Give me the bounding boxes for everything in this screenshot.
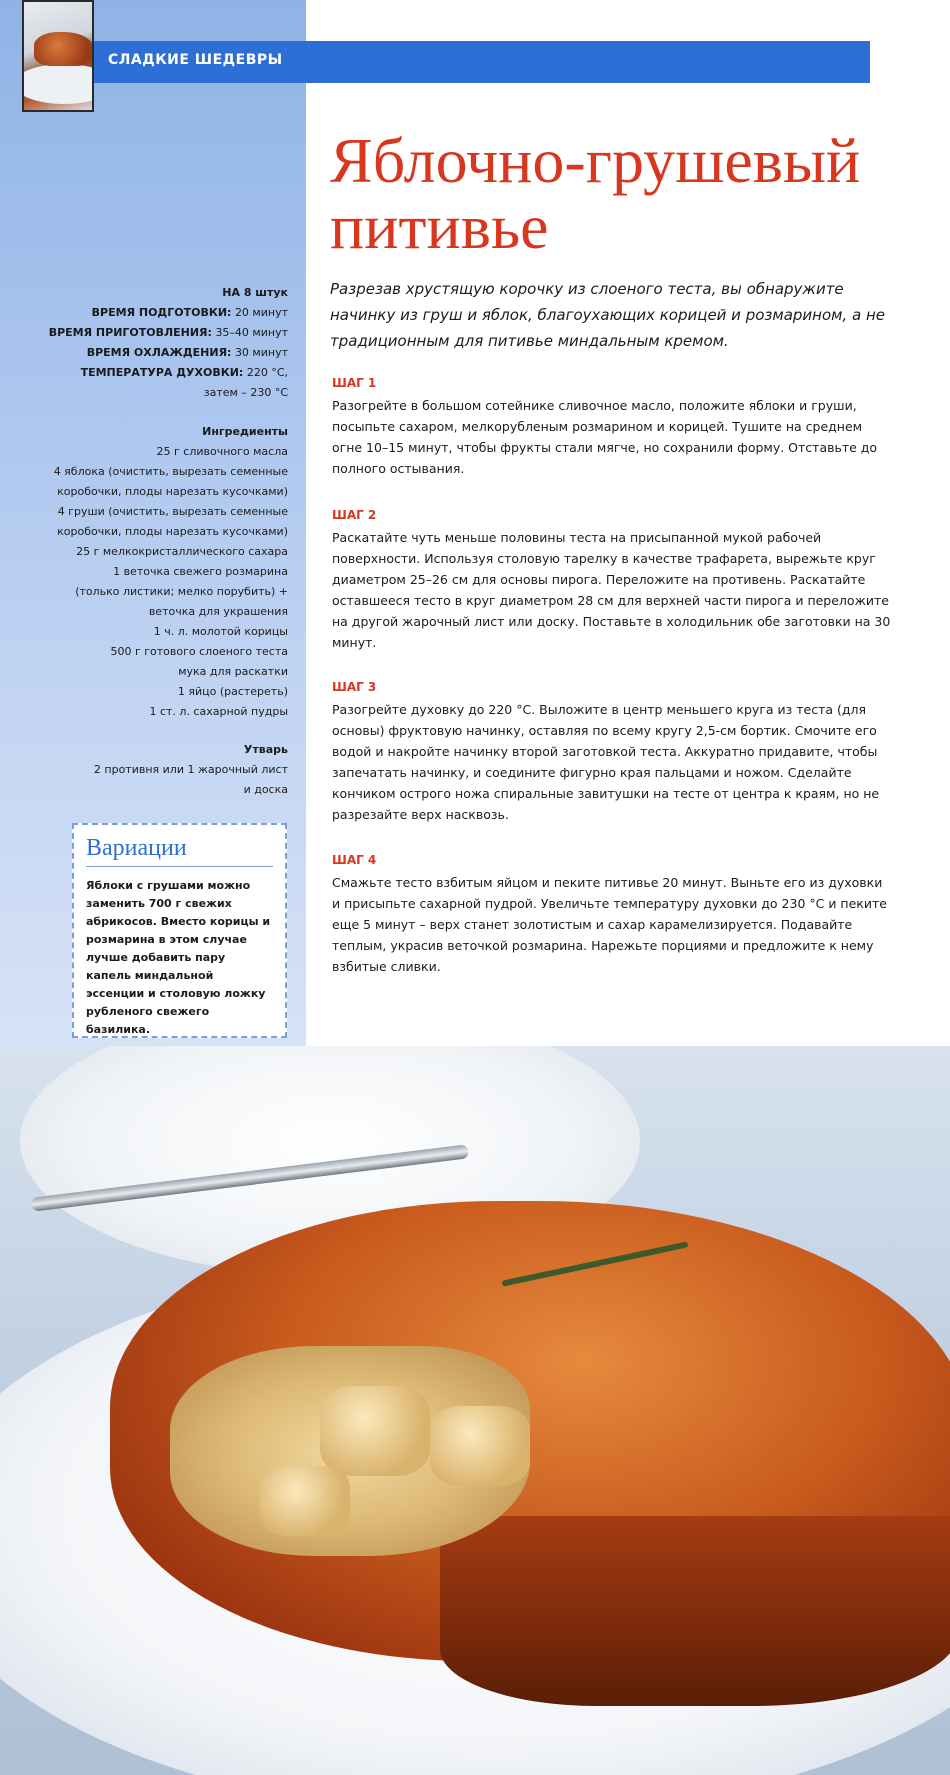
cook-time-label: ВРЕМЯ ПРИГОТОВЛЕНИЯ: (48, 326, 212, 339)
ingredients-list (20, 422, 288, 722)
thumbnail-plate (22, 64, 94, 104)
ingredient-line: 500 г готового слоеного теста (110, 645, 288, 658)
tools-title: Утварь (243, 743, 288, 756)
tool-line: 2 противня или 1 жарочный лист (93, 763, 288, 776)
servings (20, 283, 288, 303)
fruit-piece (260, 1466, 350, 1536)
recipe-intro: Разрезав хрустящую корочку из слоеного теста, вы обнаружите начинку из груш и яблок, благоухающих корицей и розмарином, а не традиционным для питивье миндальным кремом. (330, 280, 885, 350)
cook-time-value: 35–40 минут (215, 326, 288, 339)
cool-time-value: 30 минут (234, 346, 288, 359)
cook-time (20, 323, 288, 343)
ingredient-line: 25 г мелкокристаллического сахара (76, 545, 288, 558)
ingredient-line: 1 яйцо (растереть) (177, 685, 288, 698)
ingredient-line: 1 веточка свежего розмарина (113, 565, 288, 578)
ingredients-title: Ингредиенты (202, 425, 288, 438)
tool-line: и доска (243, 783, 288, 796)
pie-photo (0, 1046, 950, 1775)
ingredient-line: (только листики; мелко порубить) + (75, 585, 288, 598)
step-text: Раскатайте чуть меньше половины теста на присыпанной мукой рабочей поверхности. Используя столовую тарелку в качестве трафарета, вырежьте круг диаметром 25–26 см для основы пирога. Переложите на противень. Раскатайте оставшееся тесто в круг диаметром 28 см для верхней части пирога и переложите на другой жарочный лист или доску. Поставьте в холодильник обе заготовки на 30 минут. (332, 530, 891, 650)
recipe-meta (20, 283, 288, 403)
ingredient-line: 25 г сливочного масла (156, 445, 288, 458)
oven-temp-value: 220 °C, (246, 366, 288, 379)
prep-time-label: ВРЕМЯ ПОДГОТОВКИ: (91, 306, 232, 319)
variations-title: Вариации (86, 835, 273, 867)
section-label: СЛАДКИЕ ШЕДЕВРЫ (108, 52, 283, 68)
step-4 (332, 853, 892, 977)
fruit-piece (320, 1386, 430, 1476)
step-text: Смажьте тесто взбитым яйцом и пеките питивье 20 минут. Выньте его из духовки и присыпьте сахарной пудрой. Увеличьте температуру духовки до 230 °C и пеките еще 5 минут – верх станет золотистым и сахар карамелизируется. Подавайте теплым, украсив веточкой розмарина. Нарежьте порциями и предложите к нему взбитые сливки. (332, 875, 887, 974)
step-3 (332, 680, 892, 825)
ingredient-line: 1 ч. л. молотой корицы (153, 625, 288, 638)
step-title: ШАГ 1 (332, 376, 377, 390)
ingredient-line: 4 яблока (очистить, вырезать семенные (53, 465, 288, 478)
cool-time (20, 343, 288, 363)
ingredient-line: 1 ст. л. сахарной пудры (149, 705, 288, 718)
ingredient-line: мука для раскатки (178, 665, 288, 678)
fruit-piece (430, 1406, 530, 1486)
oven-temp-label: ТЕМПЕРАТУРА ДУХОВКИ: (80, 366, 244, 379)
ingredient-line: коробочки, плоды нарезать кусочками) (57, 525, 288, 538)
variations-text: Яблоки с грушами можно заменить 700 г свежих абрикосов. Вместо корицы и розмарина в этом случае лучше добавить пару капель миндальной эссенции и столовую ложку рубленого свежего базилика. (86, 879, 271, 1036)
oven-temp (20, 363, 288, 383)
variations-box (72, 823, 287, 1038)
step-text: Разогрейте в большом сотейнике сливочное масло, положите яблоки и груши, посыпьте сахаром, мелкорубленым розмарином и корицей. Тушите на среднем огне 10–15 минут, чтобы фрукты стали мягче, но сохранили форму. Отставьте до полного остывания. (332, 398, 878, 476)
prep-time (20, 303, 288, 323)
step-title: ШАГ 3 (332, 680, 377, 694)
cool-time-label: ВРЕМЯ ОХЛАЖДЕНИЯ: (86, 346, 232, 359)
prep-time-value: 20 минут (234, 306, 288, 319)
step-1 (332, 376, 892, 479)
step-title: ШАГ 4 (332, 853, 377, 867)
thumbnail-image (22, 0, 94, 112)
step-2 (332, 508, 892, 653)
oven-temp-2: затем – 230 °C (203, 386, 288, 399)
thumbnail-tart (34, 32, 94, 66)
ingredient-line: веточка для украшения (148, 605, 288, 618)
tools-list (20, 740, 288, 800)
recipe-title: Яблочно-грушевый питивье (330, 125, 861, 262)
ingredient-line: коробочки, плоды нарезать кусочками) (57, 485, 288, 498)
ingredient-line: 4 груши (очистить, вырезать семенные (57, 505, 288, 518)
step-title: ШАГ 2 (332, 508, 377, 522)
servings-value: НА 8 штук (222, 286, 288, 299)
pie-crust-edge (440, 1516, 950, 1706)
step-text: Разогрейте духовку до 220 °C. Выложите в центр меньшего круга из теста (для основы) фруктовую начинку, оставляя по всему кругу 2,5-см бортик. Смочите его водой и накройте начинку второй заготовкой теста. Аккуратно придавите, чтобы запечатать начинку, и соедините фигурно края пальцами и ножом. Сделайте кончиком острого ножа спиральные завитушки на тесте от центра к краям, но не разрезайте верх насквозь. (332, 702, 880, 822)
